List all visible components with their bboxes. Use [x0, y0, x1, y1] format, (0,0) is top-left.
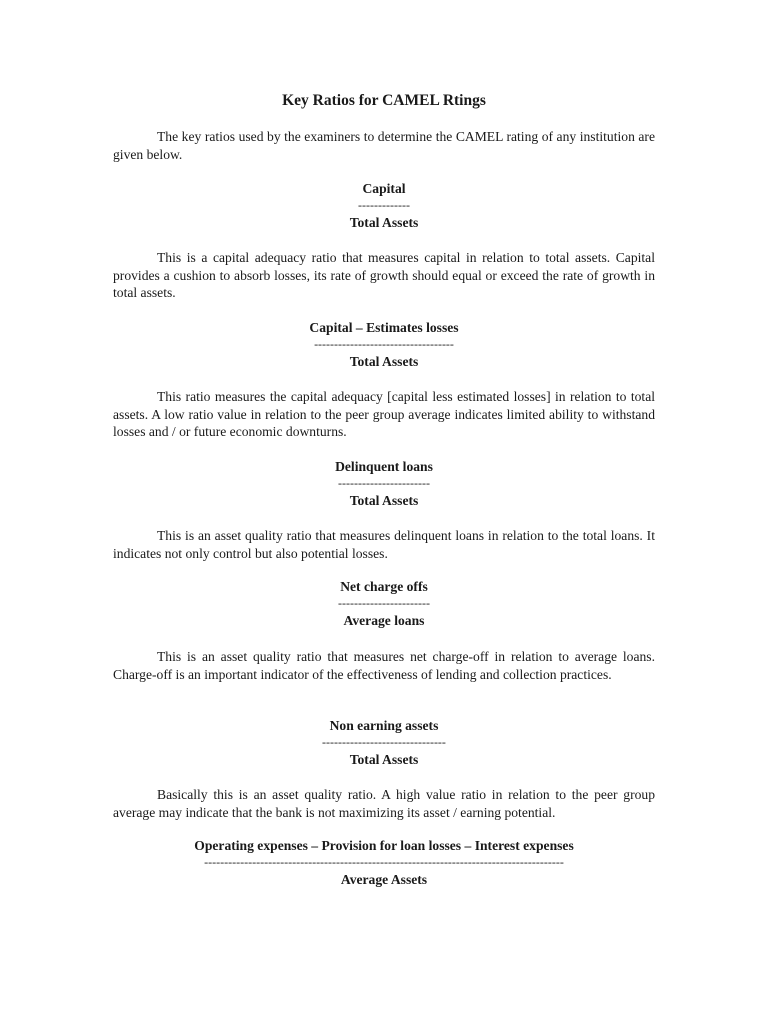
ratio-numerator: Capital – Estimates losses — [309, 320, 459, 335]
ratio-formula-delinquent-loans — [113, 458, 655, 509]
fraction-divider: ------------------------------------------------------------------------------------------ — [204, 855, 564, 870]
ratio-numerator: Non earning assets — [329, 718, 439, 733]
ratio-formula-non-earning-assets — [113, 717, 655, 768]
ratio-denominator: Total Assets — [349, 493, 419, 508]
ratio-formula-operating-expenses — [113, 837, 655, 888]
ratio-denominator: Average Assets — [340, 872, 428, 887]
fraction-divider: ----------------------------------- — [314, 337, 454, 352]
ratio-numerator: Operating expenses – Provision for loan losses – Interest expenses — [194, 838, 574, 853]
ratio-description: This is an asset quality ratio that measures delinquent loans in relation to the total loans. It indicates not only control but also potential losses. — [113, 528, 655, 561]
ratio-description: Basically this is an asset quality ratio. A high value ratio in relation to the peer group average may indicate that the bank is not maximizing its asset / earning potential. — [113, 787, 655, 820]
ratio-description: This ratio measures the capital adequacy [capital less estimated losses] in relation to total assets. A low ratio value in relation to the peer group average indicates limited ability to withstand losses and / or future economic downturns. — [113, 389, 655, 440]
ratio-denominator: Total Assets — [349, 215, 419, 230]
ratio-denominator: Total Assets — [349, 752, 419, 767]
fraction-divider: ------------------------------- — [322, 735, 446, 750]
ratio-description: This is a capital adequacy ratio that measures capital in relation to total assets. Capital provides a cushion to absorb losses, its rate of growth should equal or exceed the rate of growth in total assets. — [113, 250, 655, 301]
ratio-formula-net-charge-offs — [113, 578, 655, 629]
fraction-divider: ----------------------- — [338, 476, 430, 491]
ratio-formula-capital — [113, 180, 655, 231]
ratio-numerator: Net charge offs — [340, 579, 428, 594]
intro-paragraph: The key ratios used by the examiners to determine the CAMEL rating of any institution are given below. — [113, 129, 655, 162]
ratio-numerator: Delinquent loans — [335, 459, 433, 474]
ratio-formula-capital-less-losses — [113, 319, 655, 370]
fraction-divider: ----------------------- — [338, 596, 430, 611]
page-title: Key Ratios for CAMEL Rtings — [282, 92, 486, 109]
ratio-description: This is an asset quality ratio that measures net charge-off in relation to average loans. Charge-off is an important indicator of the effectiveness of lending and collection practices. — [113, 649, 655, 682]
ratio-numerator: Capital — [362, 181, 406, 196]
ratio-denominator: Total Assets — [349, 354, 419, 369]
ratio-denominator: Average loans — [343, 613, 425, 628]
fraction-divider: ------------- — [358, 198, 410, 213]
